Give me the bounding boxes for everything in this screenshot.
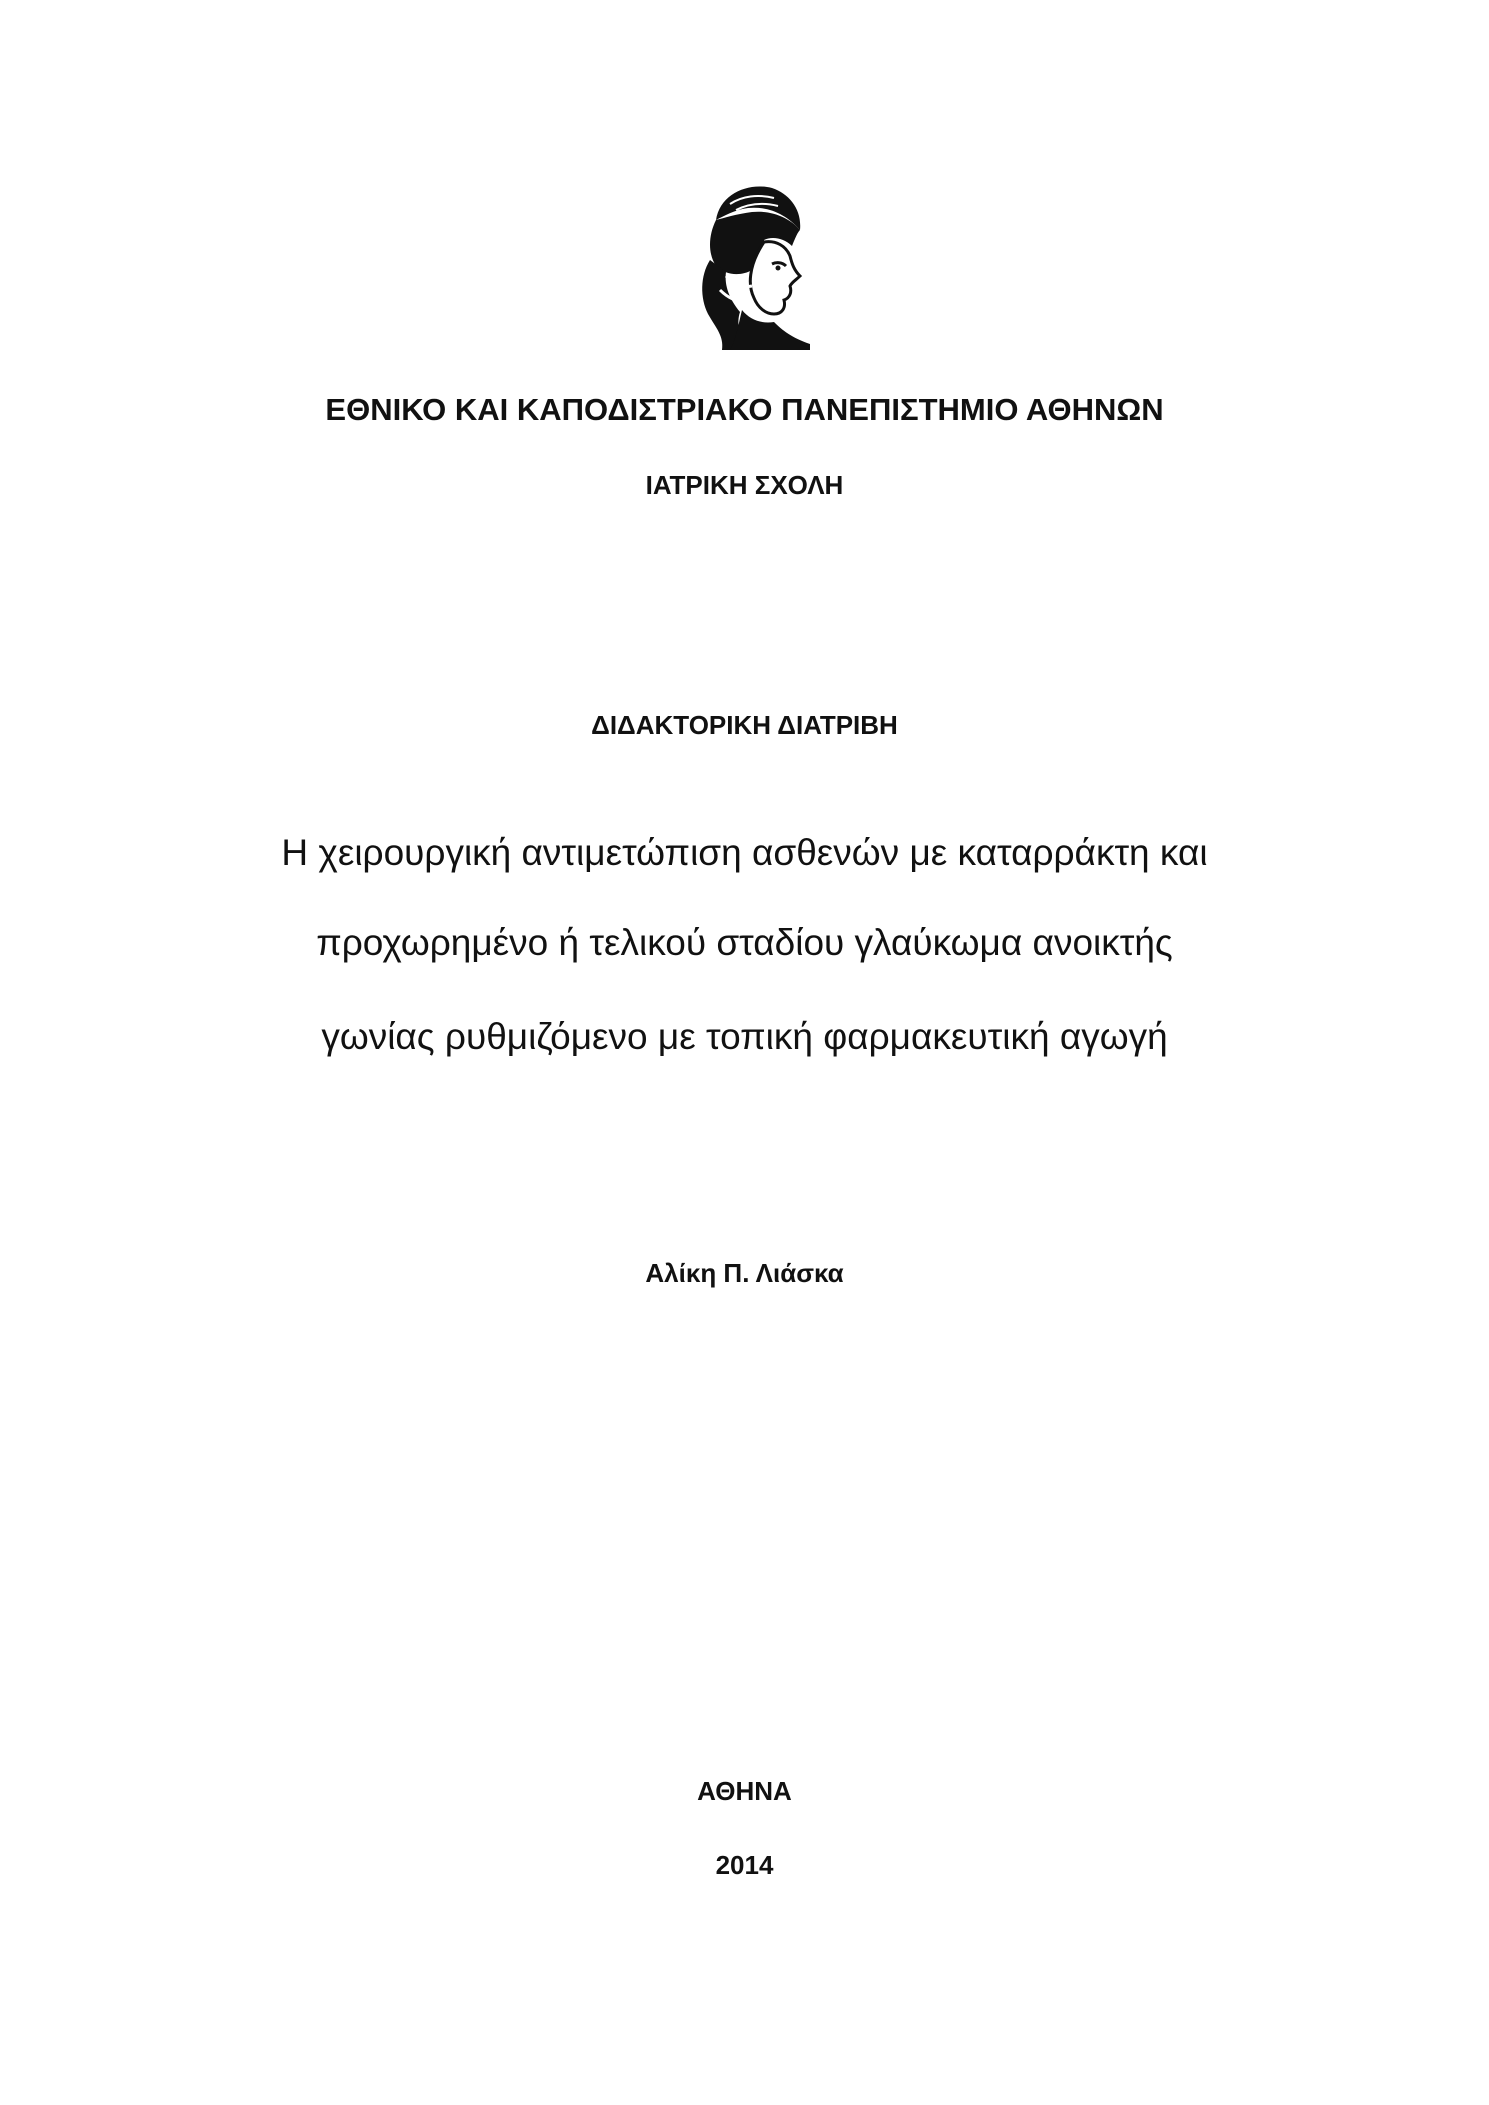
author-name: Αλίκη Π. Λιάσκα <box>645 1258 844 1288</box>
thesis-title-line: Η χειρουργική αντιμετώπιση ασθενών με καταρράκτη και <box>281 832 1208 873</box>
thesis-title-line: προχωρημένο ή τελικού σταδίου γλαύκωμα ανοικτής <box>316 922 1173 963</box>
university-name: ΕΘΝΙΚΟ ΚΑΙ ΚΑΠΟΔΙΣΤΡΙΑΚΟ ΠΑΝΕΠΙΣΤΗΜΙΟ ΑΘΗΝΩΝ <box>325 392 1164 427</box>
document-type: ΔΙΔΑΚΤΟΡΙΚΗ ΔΙΑΤΡΙΒΗ <box>591 710 898 740</box>
athena-head-emblem-icon <box>686 180 814 352</box>
school-name: ΙΑΤΡΙΚΗ ΣΧΟΛΗ <box>645 470 844 500</box>
year: 2014 <box>715 1850 774 1880</box>
city: ΑΘΗΝΑ <box>697 1776 792 1806</box>
thesis-title-line: γωνίας ρυθμιζόμενο με τοπική φαρμακευτική αγωγή <box>321 1016 1168 1057</box>
